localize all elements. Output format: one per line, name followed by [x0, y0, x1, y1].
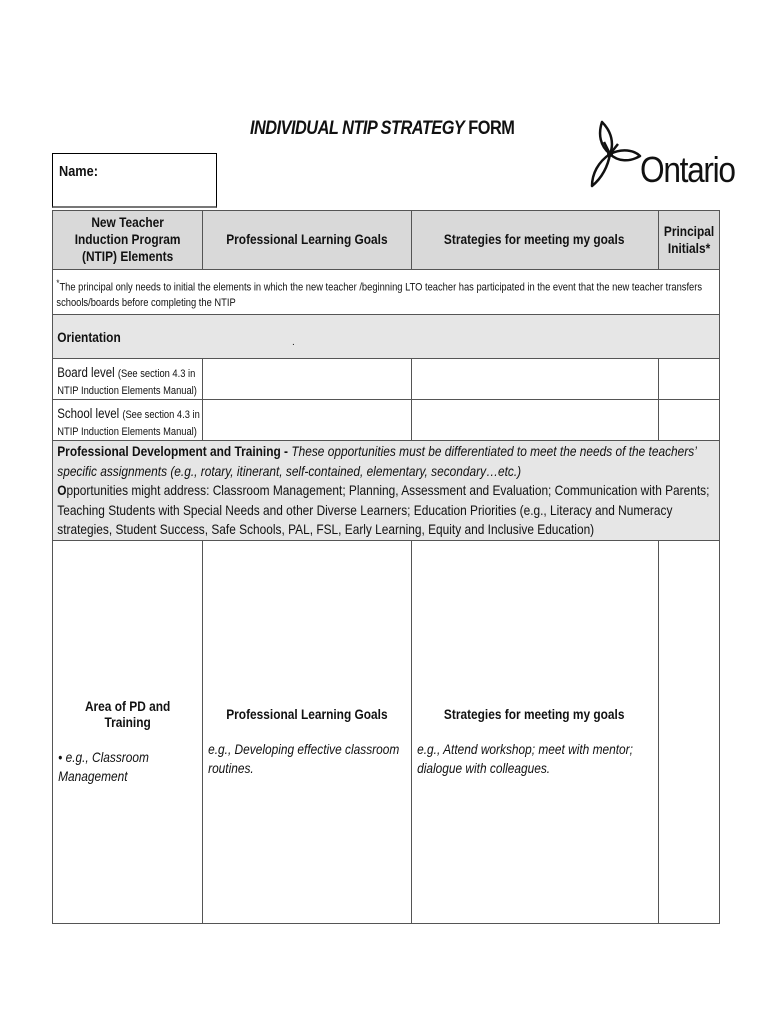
- pd-opps: pportunities might address: Classroom Management; Planning, Assessment and Evaluation; Communication with Parents; Teaching Students with Special Needs and other Diverse Learners; Education Priorities (e.g., Literacy and Numeracy strategies, Student Success, Safe Schools, PAL, FSL, Early Learning, Equity and Inclusive Education): [57, 482, 710, 537]
- name-field[interactable]: [52, 153, 217, 208]
- pd-goals-cell[interactable]: [203, 540, 411, 923]
- orientation-row: [53, 315, 720, 359]
- name-label: Name:: [59, 163, 98, 180]
- orientation-mark: .: [292, 337, 295, 348]
- school-level-goals-cell[interactable]: [203, 400, 411, 441]
- board-level-title: Board level: [57, 364, 115, 380]
- board-level-initials-cell[interactable]: [658, 359, 719, 400]
- header-strategies: Strategies for meeting my goals: [411, 211, 658, 270]
- board-level-strategies-cell[interactable]: [411, 359, 658, 400]
- pd-goals-heading: Professional Learning Goals: [226, 705, 388, 722]
- header-principal-initials: Principal Initials*: [658, 211, 719, 270]
- school-level-ref: (See section 4.3 in NTIP Induction Elements Manual): [57, 408, 200, 438]
- school-level-strategies-cell[interactable]: [411, 400, 658, 441]
- note-row: [53, 270, 720, 315]
- area-of-pd-cell[interactable]: [53, 540, 203, 923]
- board-level-ref: (See section 4.3 in NTIP Induction Elements Manual): [57, 367, 197, 397]
- pd-title: Professional Development and Training -: [57, 443, 292, 459]
- school-level-title: School level: [57, 405, 120, 421]
- logo-text: Ontario: [640, 149, 735, 190]
- school-level-initials-cell[interactable]: [658, 400, 719, 441]
- ntip-strategy-table: [52, 210, 720, 924]
- principal-note: [53, 270, 720, 315]
- note-star: *: [56, 278, 60, 289]
- area-of-pd-heading: Area of PD and Training: [84, 697, 171, 730]
- form-title-italic: INDIVIDUAL NTIP STRATEGY: [250, 118, 465, 139]
- pd-entry-row: [53, 540, 720, 923]
- pd-opps-initial: O: [57, 482, 67, 498]
- school-level-row: [53, 400, 720, 441]
- board-level-row: [53, 359, 720, 400]
- board-level-label: [53, 359, 203, 400]
- table-header-row: [53, 211, 720, 270]
- pd-initials-cell[interactable]: [658, 540, 719, 923]
- pd-training-row: [53, 441, 720, 541]
- pd-training-description: [53, 441, 720, 541]
- pd-goals-example: e.g., Developing effective classroom routines.: [208, 740, 400, 776]
- form-title: [250, 118, 514, 140]
- pd-desc: These opportunities must be differentiated to meet the needs of the teachers’ specific assignments (e.g., rotary, itinerant, self-contained, elementary, secondary…etc.): [57, 443, 697, 479]
- pd-strategies-example: e.g., Attend workshop; meet with mentor; dialogue with colleagues.: [416, 740, 633, 776]
- note-text: The principal only needs to initial the elements in which the new teacher /beginning LTO teacher has participated in the event that the new teacher transfers schools/boards before completing the NTIP: [56, 281, 703, 309]
- pd-strategies-heading: Strategies for meeting my goals: [444, 705, 625, 722]
- pd-strategies-cell[interactable]: [411, 540, 658, 923]
- orientation-label: Orientation: [53, 315, 720, 359]
- header-ntip-elements: New Teacher Induction Program (NTIP) Elements: [53, 211, 203, 270]
- school-level-label: [53, 400, 203, 441]
- board-level-goals-cell[interactable]: [203, 359, 411, 400]
- header-learning-goals: Professional Learning Goals: [203, 211, 411, 270]
- area-of-pd-example: • e.g., Classroom Management: [58, 748, 149, 784]
- form-title-plain: FORM: [464, 118, 515, 139]
